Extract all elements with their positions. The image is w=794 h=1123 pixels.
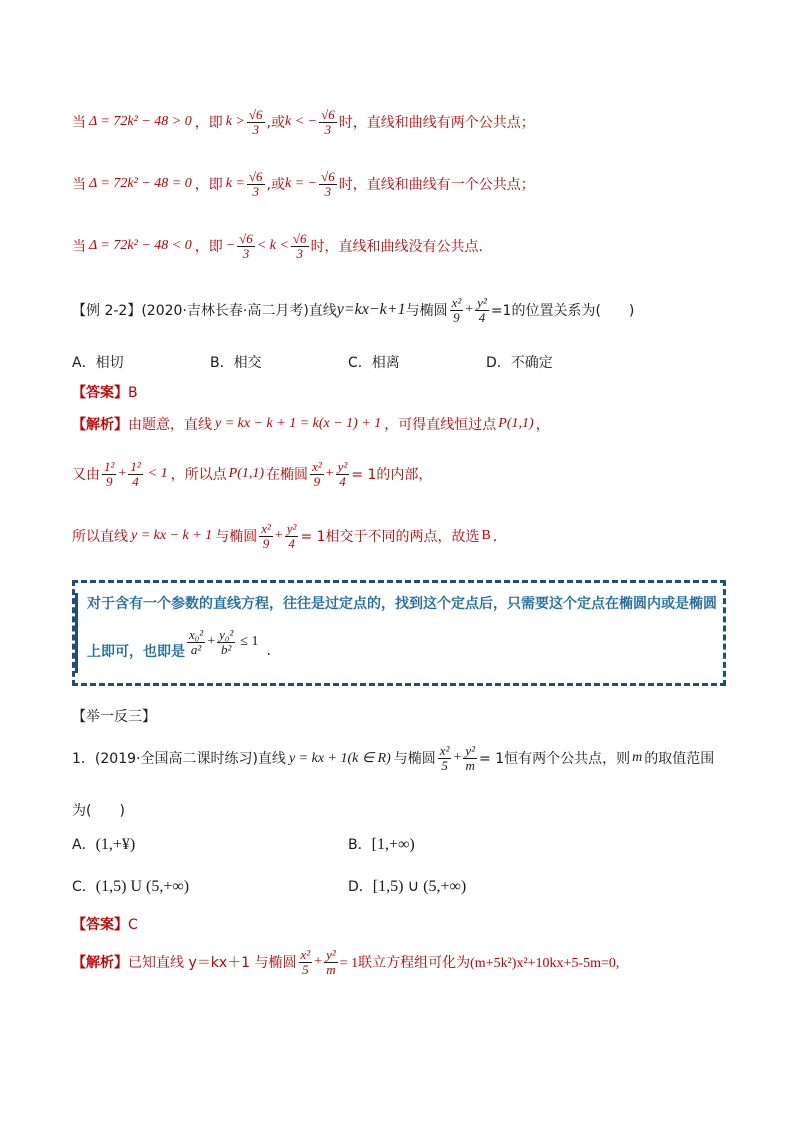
option-a-2: A．(1,+¥) <box>72 836 136 853</box>
practice-question-1-cont: 为( ) <box>72 803 125 819</box>
answer-1: 【答案】B <box>72 385 138 401</box>
tip-line-2: 上即可，也即是 $\frac{\text{x₀²}}{\text{a²}}$ + $\frac{\text{y₀²}}{\text{b²}}$ ≤ 1 . <box>87 626 271 660</box>
delta-case-2: 当 Δ = 72k² − 48 = 0 ，即 k = $\frac{√6}{3}$ ,或 k = − $\frac{√6}{3}$ 时，直线和曲线有一个公共点； <box>72 169 535 199</box>
option-a: A．相切 <box>72 355 124 371</box>
analysis-2: 【解析】 已知直线 y＝kx＋1 与椭圆 $\frac{\text{x²}}{5}$ + $\frac{\text{y²}}{m}$ = 1联立方程组可化为(m+5k²)x²+10kx+5-5m=0, <box>72 947 620 977</box>
option-b-2: B．[1,+∞) <box>348 836 415 853</box>
practice-title: 【举一反三】 <box>72 709 156 725</box>
practice-question-1: 1． (2019·全国高二课时练习)直线 y = kx + 1(k ∈ R) 与椭圆 $\frac{\text{x²}}{5}$ + $\frac{\text{y²}}{m}$ = 1恒有两个公共点，则 m 的取值范围 <box>72 743 715 773</box>
option-c-2: C．(1,5) U (5,+∞) <box>72 878 190 895</box>
sqrt6-over-3: $\frac{√6}{3}$ <box>239 231 253 261</box>
analysis-1-line-3: 所以直线 y = kx − k + 1 与椭圆 $\frac{\text{x²}}{9}$ + $\frac{\text{y²}}{4}$ = 1相交于不同的两点，故选 B ． <box>72 521 507 551</box>
tip-box-accent-bar <box>75 593 78 673</box>
analysis-1-line-2: 又由 $\frac{\text{1²}}{9}$ + $\frac{\text{1²}}{4}$ < 1 ，所以点 P(1,1) 在椭圆 $\frac{\text{x²}}{9}$ + $\frac{\text{y²}}{4}$ = 1的内部， <box>72 459 433 489</box>
sqrt6-over-3: $\frac{√6}{3}$ <box>292 231 307 261</box>
answer-2: 【答案】C <box>72 917 138 933</box>
option-b: B．相交 <box>210 355 262 371</box>
analysis-1-line-1: 【解析】 由题意，直线 y = kx − k + 1 = k(x − 1) + 1 ，可得直线恒过点 P(1,1) ， <box>72 416 550 433</box>
option-d: D．不确定 <box>486 355 553 371</box>
sqrt6-over-3: $\frac{√6}{3}$ <box>248 169 263 199</box>
option-d-2: D．[1,5) ∪ (5,+∞) <box>348 878 467 895</box>
sqrt6-over-3: $\frac{√6}{3}$ <box>248 107 263 137</box>
delta-case-3: 当 Δ = 72k² − 48 < 0 ，即 − $\frac{√6}{3}$ < k < $\frac{√6}{3}$ 时，直线和曲线没有公共点． <box>72 231 493 261</box>
tip-line-1: 对于含有一个参数的直线方程，往往是过定点的，找到这个定点后，只需要这个定点在椭圆内或是椭圆 <box>87 596 717 612</box>
tip-box <box>72 580 726 686</box>
option-c: C．相离 <box>348 355 400 371</box>
sqrt6-over-3: $\frac{√6}{3}$ <box>321 107 335 137</box>
example-question: 【例 2-2】 (2020·吉林长春·高二月考)直线 y=kx−k+1 与椭圆 $\frac{\text{x²}}{9}$ + $\frac{\text{y²}}{4}$ =1的位置关系为( ) <box>72 295 635 325</box>
sqrt6-over-3: $\frac{√6}{3}$ <box>321 169 335 199</box>
delta-case-1: 当 Δ = 72k² − 48 > 0 ，即 k > $\frac{√6}{3}$ ,或 k < − $\frac{√6}{3}$ 时，直线和曲线有两个公共点； <box>72 107 535 137</box>
